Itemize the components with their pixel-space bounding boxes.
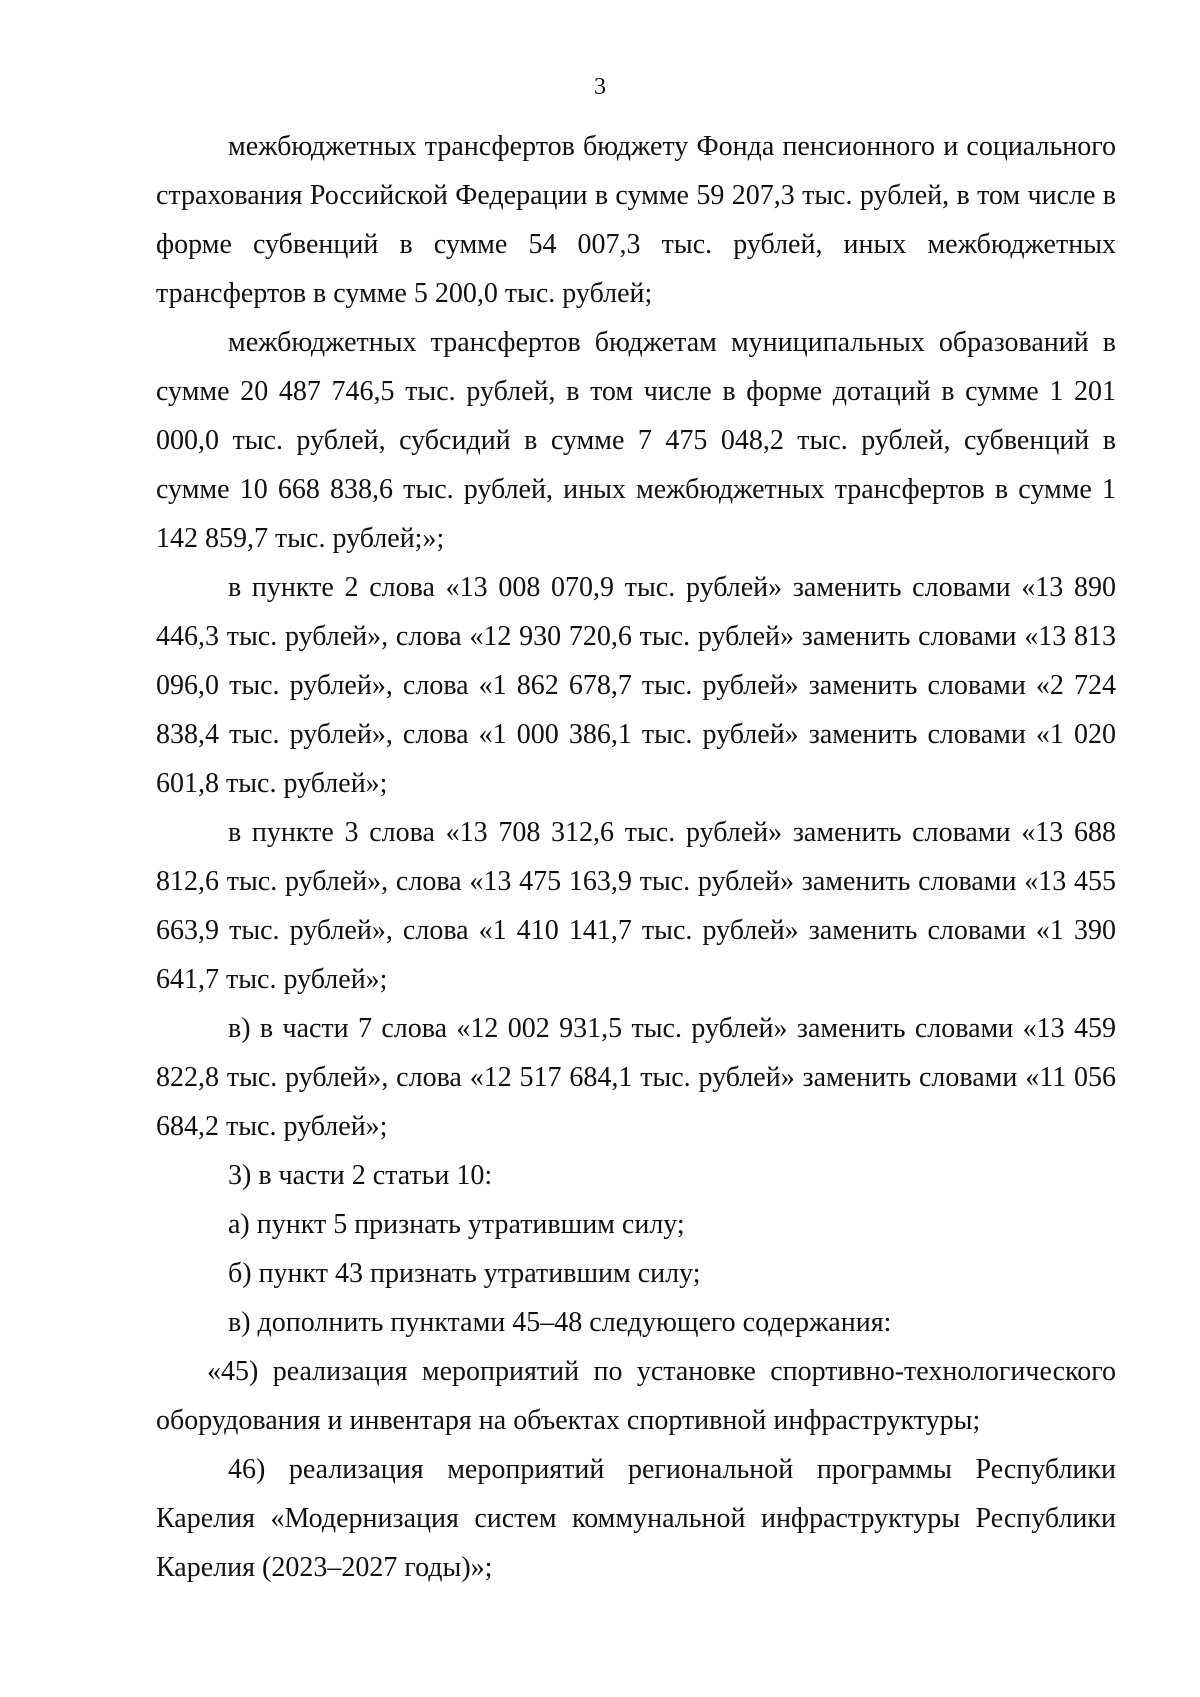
paragraph-item-a: а) пункт 5 признать утратившим силу; (228, 1209, 685, 1240)
paragraph-municipal-transfers: межбюджетных трансфертов бюджетам муниципальных образований в сумме 20 487 746,5 тыс. рублей, в том числе в форме дотаций в сумме 1 201 000,0 тыс. рублей, субсидий в сумме 7 475 048,2 тыс. рублей, субвенций в сумме 10 668 838,6 тыс. рублей, иных межбюджетных трансфертов в сумме 1 142 859,7 тыс. рублей;»; (156, 327, 1116, 554)
paragraph-point-2-amendments: в пункте 2 слова «13 008 070,9 тыс. рублей» заменить словами «13 890 446,3 тыс. рублей», слова «12 930 720,6 тыс. рублей» заменить словами «13 813 096,0 тыс. рублей», слова «1 862 678,7 тыс. рублей» заменить словами «2 724 838,4 тыс. рублей», слова «1 000 386,1 тыс. рублей» заменить словами «1 020 601,8 тыс. рублей»; (156, 572, 1116, 799)
document-body (156, 122, 1116, 1592)
paragraph-pension-fund-transfers: межбюджетных трансфертов бюджету Фонда пенсионного и социального страхования Российской Федерации в сумме 59 207,3 тыс. рублей, в том числе в форме субвенций в сумме 54 007,3 тыс. рублей, иных межбюджетных трансфертов в сумме 5 200,0 тыс. рублей; (156, 131, 1116, 309)
paragraph-item-b: б) пункт 43 признать утратившим силу; (228, 1258, 701, 1289)
paragraph-point-45: «45) реализация мероприятий по установке спортивно-технологического оборудования и инвентаря на объектах спортивной инфраструктуры; (156, 1356, 1116, 1436)
paragraph-part-7-amendments: в) в части 7 слова «12 002 931,5 тыс. рублей» заменить словами «13 459 822,8 тыс. рублей», слова «12 517 684,1 тыс. рублей» заменить словами «11 056 684,2 тыс. рублей»; (156, 1013, 1116, 1142)
paragraph-point-46: 46) реализация мероприятий региональной программы Республики Карелия «Модернизация систем коммунальной инфраструктуры Республики Карелия (2023–2027 годы)»; (156, 1454, 1116, 1583)
paragraph-point-3-amendments: в пункте 3 слова «13 708 312,6 тыс. рублей» заменить словами «13 688 812,6 тыс. рублей», слова «13 475 163,9 тыс. рублей» заменить словами «13 455 663,9 тыс. рублей», слова «1 410 141,7 тыс. рублей» заменить словами «1 390 641,7 тыс. рублей»; (156, 817, 1116, 995)
page-number: 3 (594, 74, 606, 100)
paragraph-item-v: в) дополнить пунктами 45–48 следующего содержания: (228, 1307, 892, 1338)
paragraph-article-10-part-2: 3) в части 2 статьи 10: (228, 1160, 493, 1191)
